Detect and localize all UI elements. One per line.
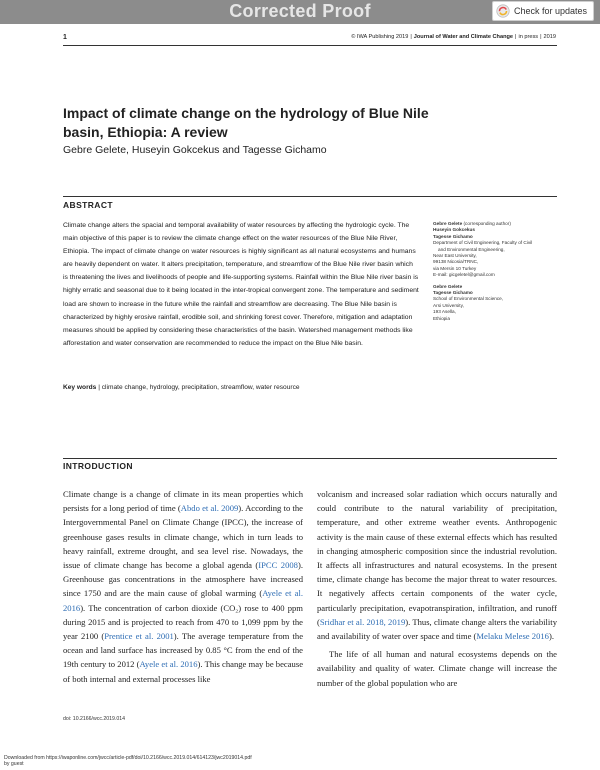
download-notice [4,755,252,767]
aff-author-name: Gebre Gelete [433,221,463,226]
introduction-heading: INTRODUCTION [63,461,133,471]
aff-line: via Mersin 10 Turkey [433,265,477,271]
citation-link[interactable]: IPCC 2008 [258,560,298,571]
aff-line: and Environmental Engineering, [438,246,505,252]
citation-link[interactable]: Sridhar et al. 2018, 2019 [319,616,406,627]
aff-author-name: Huseyin Gokcekus [433,227,475,233]
doi: doi: 10.2166/wcc.2019.014 [63,716,126,722]
check-updates-icon [496,4,510,18]
article-authors: Gebre Gelete, Huseyin Gokcekus and Tagesse Gichamo [63,144,327,156]
intro-right-column [317,487,557,690]
intro-paragraph: Climate change is a change of climate in its mean properties which persists for a long period of time (Abdo et al. 2009). According to the Intergovernmental Panel on Climate Change (IPCC), the increase of greenhouse gases results in climate change, which in turn leads to heavy rainfall, extreme drought, and sea level rise. Nowadays, the issue of climate change has become a global agenda (IPCC 2008). Greenhouse gas concentrations in the atmosphere have increased since 1750 and are the main cause of global warming (Ayele et al. 2016). The concentration of carbon dioxide (CO₂) rose to 400 ppm during 2015 and is projected to reach from 470 to 1,099 ppm by the year 2100 (Prentice et al. 2001). The average temperature from the ocean and land surface has increased by 0.85 °C from the end of the 19th century to 2012 (Ayele et al. 2016). This change may be because of both internal and external processes like [63,489,304,684]
introduction-rule [63,458,557,459]
banner-title: Corrected Proof [229,1,371,21]
corresponding-note: (corresponding author) [462,221,511,226]
check-updates-label[interactable]: Check for updates [513,6,587,16]
journal-name: Journal of Water and Climate Change [413,34,514,40]
keywords-label: Key words [63,384,97,391]
citation-link[interactable]: Abdo et al. 2009 [180,503,239,514]
aff-line: 193 Asella, [433,309,456,315]
citation-link[interactable]: Ayele et al. 2016 [63,588,303,613]
aff-author-name: Gebre Gelete [433,283,463,289]
aff-line: 99138 Nicosia/TRNC, [433,259,479,265]
check-for-updates-button[interactable] [492,1,594,21]
aff-line: Near East University, [433,253,477,259]
aff-line: Arsi University, [433,302,464,308]
intro-left-column [63,487,303,686]
citation-link[interactable]: Prentice et al. 2001 [104,631,174,642]
header-rule [63,45,557,46]
corrected-proof-banner [0,0,600,24]
download-line: by guest [4,761,24,767]
intro-paragraph: The life of all human and natural ecosystems depends on the availability and quality of water. Climate change will increase the number of the global population who are [317,649,557,688]
aff-author-name: Tagesse Gichamo [433,290,473,296]
download-line: Downloaded from https://iwaponline.com/jwcc/article-pdf/doi/10.2166/wcc.2019.014/614123/jwc2019014.pdf [4,755,252,761]
aff-line: Ethiopia [433,315,450,321]
keywords-line: Key words | climate change, hydrology, precipitation, streamflow, water resource [63,384,300,391]
abstract-text: Climate change alters the spacial and temporal availability of water resources by affecting the hydrologic cycle. The main objective of this paper is to review the climate change effect on the water resources of the Blue Nile River, Ethiopia. The impact of climate change on water resources is highly significant as all natural ecosystems and humans are heavily dependent on water. It alters precipitation, temperature, and streamflow of the Blue Nile river basin which is threatening the lives and livelihoods of people and life-supporting systems. Rainfall within the Blue Nile river basin is highly erratic and seasonal due to it being located in the inter-tropical convergent zone. The temperature and sediment load are shown to increase in the future while the rainfall and streamflow are decreasing. The Blue Nile basin is characterized by highly erosive rainfall, erodible soil, and shrinking forest cover. Therefore, mitigation and adaptation measures should be applied by considering these characteristics of the basin. Watershed management methods like afforestation and water conservation are recommended to reduce the impact on the Blue Nile basin. [63,222,419,347]
abstract-rule [63,196,557,197]
aff-email[interactable]: E-mail: gicgeletel@gmail.com [433,272,495,278]
citation-link[interactable]: Melaku Melese 2016 [476,631,549,642]
aff-line: School of Environmental Science, [433,296,504,302]
aff-line: Department of Civil Engineering, Faculty of Civil [433,240,533,246]
publisher: © IWA Publishing 2019 [351,34,409,40]
page-number: 1 [63,34,67,41]
intro-paragraph: volcanism and increased solar radiation which occurs naturally and could contribute to the natural variability of precipitation, temperature, and other extreme weather events. Anthropogenic activity is the main cause of these external effects which has resulted in changing atmospheric composition since the industrial revolution. It affects all infrastructures and natural ecosystems. In the present time, climate change has become the major threat to water resources. It negatively affects certain components of the water cycle, particularly precipitation, evapotranspiration, infiltration, and runoff (Sridhar et al. 2018, 2019). Thus, climate change alters the variability and availability of water over space and time (Melaku Melese 2016). [317,489,557,642]
author-affiliations [433,221,563,322]
abstract-heading: ABSTRACT [63,200,113,210]
citation-link[interactable]: Ayele et al. 2016 [139,659,198,670]
running-header: © IWA Publishing 2019 | Journal of Water and Climate Change | in press | 2019 [351,34,556,40]
publication-status: in press [518,34,539,40]
publication-year: 2019 [543,34,556,40]
article-title: Impact of climate change on the hydrology of Blue Nile basin, Ethiopia: A review [63,105,429,140]
aff-author-name: Tagesse Gichamo [433,233,473,239]
keywords-list: climate change, hydrology, precipitation, streamflow, water resource [101,384,300,391]
